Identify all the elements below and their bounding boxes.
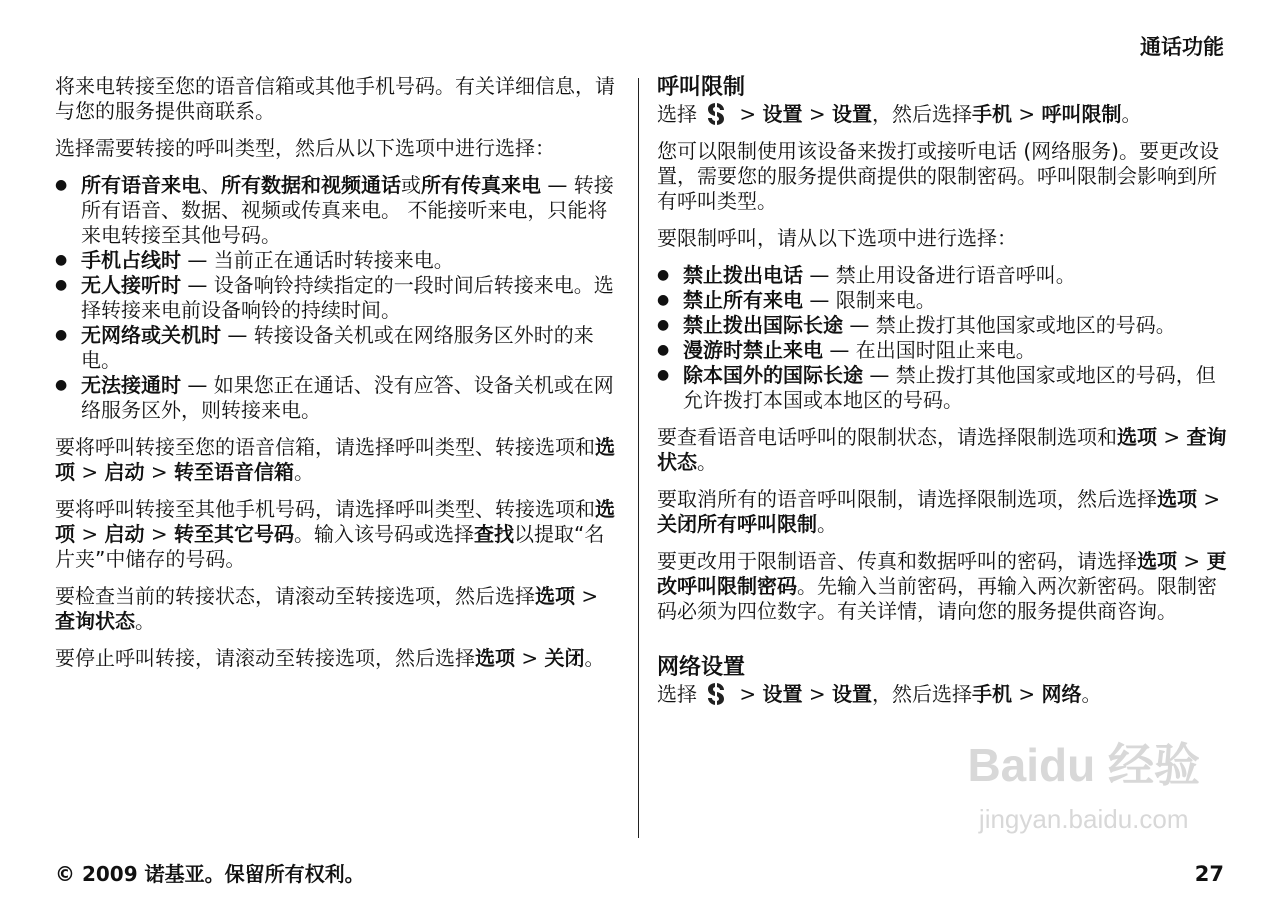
page-header-title: 通话功能	[1140, 35, 1224, 59]
list-item: ● 无人接听时 — 设备响铃持续指定的一段时间后转接来电。选择转接来电前设备响铃的持续时间。	[55, 273, 623, 323]
call-barring-path: 选择 > 设置 > 设置，然后选择手机 > 呼叫限制。	[657, 102, 1142, 126]
list-item: ● 手机占线时 — 当前正在通话时转接来电。	[55, 248, 623, 273]
choose-type-paragraph: 选择需要转接的呼叫类型，然后从以下选项中进行选择：	[55, 136, 555, 160]
list-item: ● 无法接通时 — 如果您正在通话、没有应答、设备关机或在网络服务区外，则转接来电。	[55, 373, 623, 423]
call-barring-heading: 呼叫限制	[657, 75, 746, 100]
watermark-logo: Baidu 经验	[967, 739, 1200, 791]
page-number: 27	[1194, 862, 1224, 886]
barring-description: 您可以限制使用该设备来拨打或接听电话 (网络服务)。要更改设置，需要您的服务提供商提供的限制密码。呼叫限制会影响到所有呼叫类型。	[657, 139, 1219, 213]
barring-status-paragraph: 要查看语音电话呼叫的限制状态，请选择限制选项和选项 > 查询状态。	[657, 425, 1227, 474]
watermark-url: jingyan.baidu.com	[978, 804, 1189, 834]
stop-forward-paragraph: 要停止呼叫转接，请滚动至转接选项，然后选择选项 > 关闭。	[55, 646, 605, 670]
list-item: ● 禁止拨出电话 — 禁止用设备进行语音呼叫。	[657, 263, 1232, 288]
check-status-paragraph: 要检查当前的转接状态，请滚动至转接选项，然后选择选项 > 查询状态。	[55, 584, 599, 633]
barring-options-list	[657, 263, 1232, 413]
voicemail-forward-paragraph: 要将呼叫转接至您的语音信箱，请选择呼叫类型、转接选项和选项 > 启动 > 转至语音信箱。	[55, 435, 615, 484]
other-number-forward-paragraph: 要将呼叫转接至其他手机号码，请选择呼叫类型、转接选项和选项 > 启动 > 转至其它号码。输入该号码或选择查找以提取“名片夹”中储存的号码。	[55, 497, 615, 571]
intro-paragraph: 将来电转接至您的语音信箱或其他手机号码。有关详细信息，请与您的服务提供商联系。	[55, 74, 615, 123]
right-column	[657, 74, 1232, 719]
menu-key-icon	[705, 682, 727, 706]
list-item: ● 所有语音来电、所有数据和视频通话或所有传真来电 — 转接所有语音、数据、视频或传真来电。 不能接听来电，只能将来电转接至其他号码。	[55, 173, 623, 248]
menu-key-icon	[705, 102, 727, 126]
left-column	[55, 74, 623, 683]
network-settings-path: 选择 > 设置 > 设置，然后选择手机 > 网络。	[657, 682, 1102, 706]
list-item: ● 除本国外的国际长途 — 禁止拨打其他国家或地区的号码，但允许拨打本国或本地区的号码。	[657, 363, 1232, 413]
baidu-watermark	[967, 740, 1200, 834]
list-item: ● 禁止所有来电 — 限制来电。	[657, 288, 1232, 313]
list-item: ● 无网络或关机时 — 转接设备关机或在网络服务区外时的来电。	[55, 323, 623, 373]
cancel-barring-paragraph: 要取消所有的语音呼叫限制，请选择限制选项，然后选择选项 > 关闭所有呼叫限制。	[657, 487, 1221, 536]
change-password-paragraph: 要更改用于限制语音、传真和数据呼叫的密码，请选择选项 > 更改呼叫限制密码。先输入当前密码，再输入两次新密码。限制密码必须为四位数字。有关详情，请向您的服务提供商咨询。	[657, 549, 1227, 623]
copyright-notice: © 2009 诺基亚。保留所有权利。	[55, 862, 365, 886]
forward-options-list	[55, 173, 623, 423]
barring-choose-paragraph: 要限制呼叫，请从以下选项中进行选择：	[657, 226, 1017, 250]
list-item: ● 禁止拨出国际长途 — 禁止拨打其他国家或地区的号码。	[657, 313, 1232, 338]
column-divider	[638, 78, 639, 838]
list-item: ● 漫游时禁止来电 — 在出国时阻止来电。	[657, 338, 1232, 363]
network-settings-heading: 网络设置	[657, 655, 746, 680]
